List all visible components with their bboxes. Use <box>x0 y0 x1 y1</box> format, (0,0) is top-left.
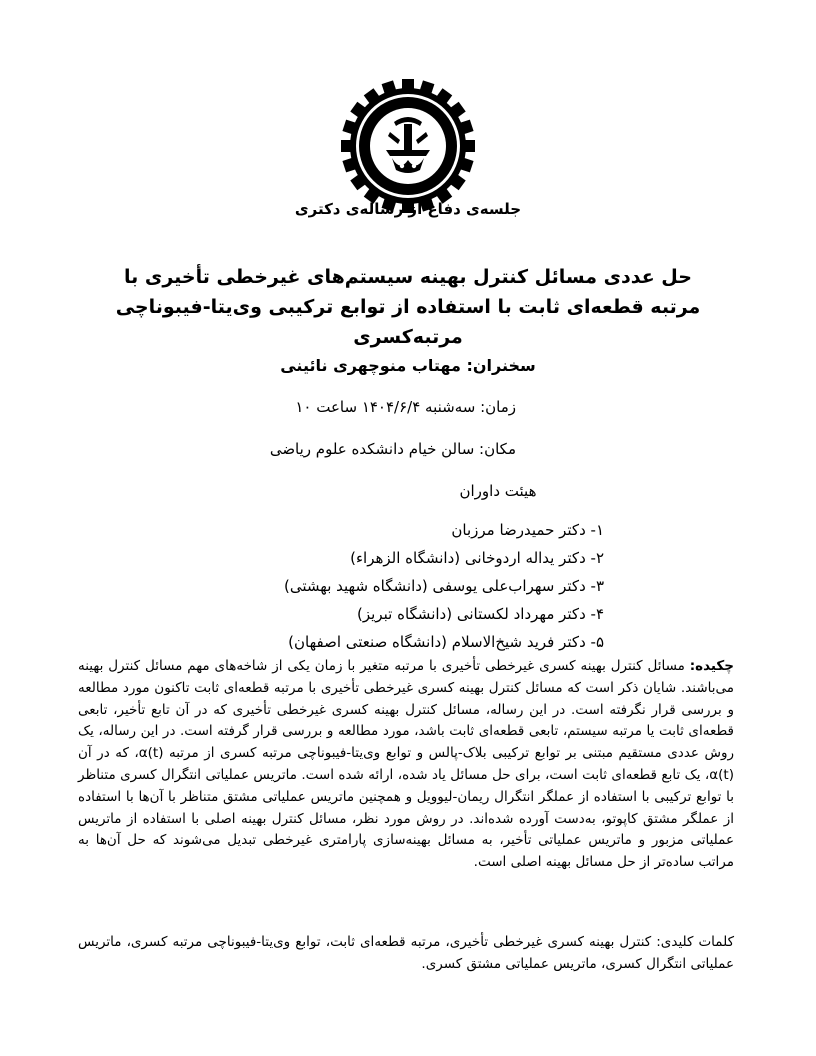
university-seal-icon <box>340 78 476 214</box>
defense-subtitle: جلسه‌ی دفاع از رساله‌ی دکتری <box>294 200 522 218</box>
committee-heading: هیئت داوران <box>459 482 537 500</box>
abstract <box>78 656 734 874</box>
thesis-title: حل عددی مسائل کنترل بهینه سیستم‌های غیرخطی تأخیری با مرتبه قطعه‌ای ثابت با استفاده از توابع ترکیبی وی‌یتا-فیبوناچی مرتبه‌کسری <box>115 266 701 348</box>
judges-list <box>284 516 604 656</box>
abstract-text: مسائل کنترل بهینه کسری غیرخطی تأخیری با مرتبه متغیر با زمان یکی از شاخه‌های مهم مسائل کنترل بهینه می‌باشند. شایان ذکر است که مسائل کنترل بهینه کسری غیرخطی تأخیری با مرتبه قطعه‌ای ثابت تاکنون مورد مطالعه و بررسی قرار نگرفته است. در این رساله، مسائل کنترل بهینه کسری غیرخطی تأخیری که در آن تابع تأخیر، تابعی قطعه‌ای ثابت یا مرتبه سیستم، تابعی قطعه‌ای ثابت باشد، مورد مطالعه و بررسی قرار گرفته است. در این رساله، یک روش عددی مستقیم مبتنی بر توابع ترکیبی بلاک-پالس و توابع وی‌یتا-فیبوناچی مرتبه کسری از مرتبه α(t)، که در آن α(t)، یک تابع قطعه‌ای ثابت است، برای حل مسائل یاد شده، ارائه شده است. ماتریس عملیاتی انتگرال کسری متناظر با توابع ترکیبی با استفاده از عملگر انتگرال ریمان-لیوویل و همچنین ماتریس عملیاتی مشتق متناظر با آن‌ها با استفاده از عملگر مشتق کاپوتو، به‌دست آورده شده‌اند. در روش مورد نظر، مسائل کنترل بهینه اصلی با استفاده از ماتریس عملیاتی مزبور و ماتریس عملیاتی تأخیر، به مسائل بهینه‌سازی پارامتری غیرخطی تبدیل می‌شوند که حل آن‌ها به مراتب ساده‌تر از حل مسائل بهینه اصلی است. <box>78 658 734 871</box>
keywords: کلمات کلیدی: کنترل بهینه کسری غیرخطی تأخیری، مرتبه قطعه‌ای ثابت، توابع وی‌یتا-فیبوناچی مرتبه کسری، ماتریس عملیاتی انتگرال کسری، ماتریس عملیاتی مشتق کسری. <box>78 934 734 972</box>
time-line: زمان: سه‌شنبه ۱۴۰۴/۶/۴ ساعت ۱۰ <box>295 398 516 416</box>
speaker-line: سخنران: مهتاب منوچهری نائینی <box>280 356 536 375</box>
place-line: مکان: سالن خیام دانشکده علوم ریاضی <box>269 440 516 458</box>
judge-item: ۴- دکتر مهرداد لکستانی (دانشگاه تبریز) <box>357 605 604 623</box>
judge-item: ۱- دکتر حمیدرضا مرزبان <box>451 521 604 539</box>
judge-item: ۲- دکتر یداله اردوخانی (دانشگاه الزهراء) <box>350 549 604 567</box>
abstract-label: چکیده: <box>689 658 734 674</box>
judge-item: ۳- دکتر سهراب‌علی یوسفی (دانشگاه شهید بهشتی) <box>284 577 604 595</box>
judge-item: ۵- دکتر فرید شیخ‌الاسلام (دانشگاه صنعتی اصفهان) <box>288 633 604 651</box>
